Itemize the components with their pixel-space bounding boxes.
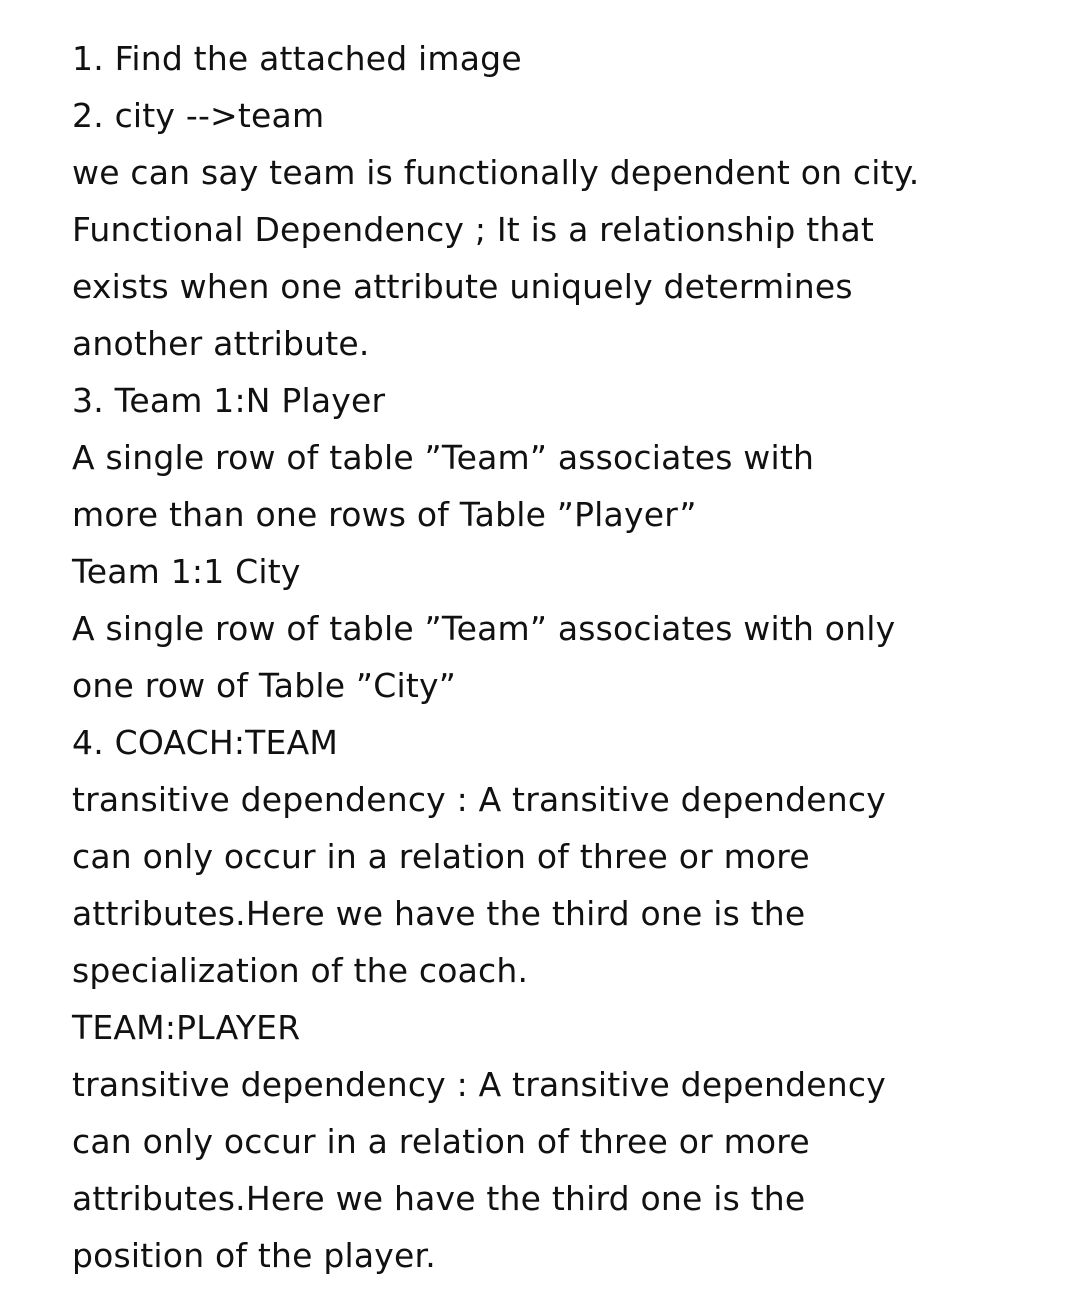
text-line: 1. Find the attached image <box>72 39 522 78</box>
text-line: attributes.Here we have the third one is the <box>72 1179 806 1218</box>
text-line: another attribute. <box>72 324 370 363</box>
text-line: transitive dependency : A transitive dependency <box>72 1065 886 1104</box>
text-line: A single row of table ”Team” associates with <box>72 438 815 477</box>
text-line: attributes.Here we have the third one is the <box>72 894 806 933</box>
text-line: can only occur in a relation of three or more <box>72 1122 810 1161</box>
text-line: A single row of table ”Team” associates with only <box>72 609 896 648</box>
text-line: we can say team is functionally dependent on city. <box>72 153 920 192</box>
text-line: Team 1:1 City <box>72 552 301 591</box>
text-line: Functional Dependency ; It is a relationship that <box>72 210 875 249</box>
text-line: 3. Team 1:N Player <box>72 381 386 420</box>
text-line: more than one rows of Table ”Player” <box>72 495 697 534</box>
text-line: TEAM:PLAYER <box>72 1008 301 1047</box>
text-line: can only occur in a relation of three or more <box>72 837 810 876</box>
text-line: specialization of the coach. <box>72 951 529 990</box>
text-line: position of the player. <box>72 1236 436 1275</box>
text-line: exists when one attribute uniquely determines <box>72 267 853 306</box>
text-line: one row of Table ”City” <box>72 666 457 705</box>
document-body <box>72 30 1032 1284</box>
text-line: 2. city -->team <box>72 96 325 135</box>
text-line: transitive dependency : A transitive dependency <box>72 780 886 819</box>
text-line: 4. COACH:TEAM <box>72 723 339 762</box>
